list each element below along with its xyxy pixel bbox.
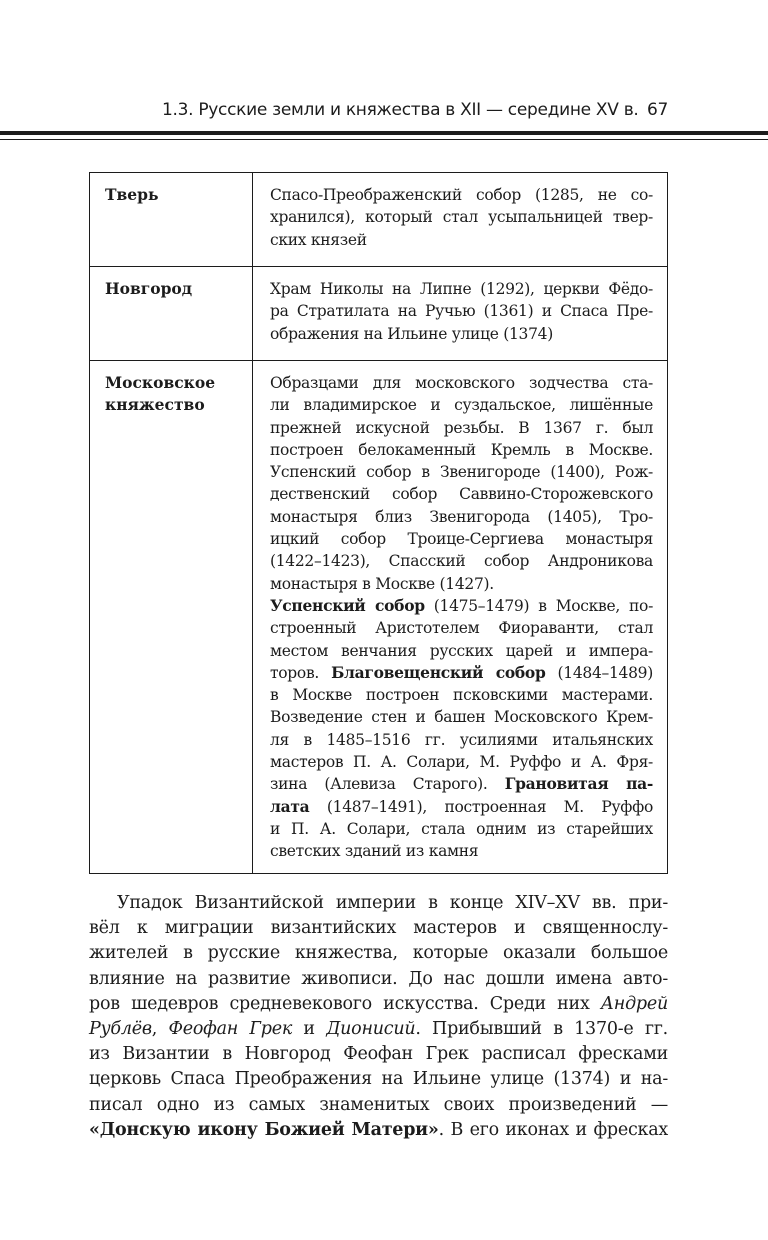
running-header bbox=[86, 96, 668, 126]
table-row bbox=[90, 361, 668, 874]
body-paragraph: Упадок Византийской империи в конце XIV–XV вв. при- вёл к миграции византийских мастеров и священнослу- жителей в русские княжества, которые оказали большое влияние на развитие живописи. До нас дошли имена авто- ров шедевров средневекового искусства. Среди них Андрей Рублёв, Феофан Грек и Дионисий. Прибывший в 1370-е гг. из Византии в Новгород Феофан Грек расписал фресками церковь Спаса Преображения на Ильине улице (1374) и на- писал одно из самых знаменитых своих произведений — «Донскую икону Божией Матери». В его иконах и фресках bbox=[89, 893, 668, 1140]
row-description: Спасо-Преображенский собор (1285, не со- хранился), который стал усыпальницей твер- ских князей bbox=[253, 173, 668, 267]
row-description: Храм Николы на Липне (1292), церкви Фёдо- ра Стратилата на Ручью (1361) и Спаса Пре- ображения на Ильине улице (1374) bbox=[253, 267, 668, 361]
row-label: Московское княжество bbox=[90, 361, 253, 874]
header-rule-thick bbox=[0, 131, 768, 135]
architecture-table bbox=[89, 172, 668, 874]
page-number: 67 bbox=[646, 100, 668, 120]
row-label: Новгород bbox=[90, 267, 253, 361]
header-rule-thin bbox=[0, 139, 768, 140]
running-header-title: 1.3. Русские земли и княжества в XII — середине XV в. bbox=[162, 100, 639, 120]
row-label: Тверь bbox=[90, 173, 253, 267]
table-row bbox=[90, 267, 668, 361]
table-row bbox=[90, 173, 668, 267]
row-description: Образцами для московского зодчества ста- ли владимирское и суздальское, лишённые прежней искусной резьбы. В 1367 г. был построен белокаменный Кремль в Москве. Успенский собор в Звенигороде (1400), Рож- дественский собор Саввино-Сторожевского монастыря близ Звенигорода (1405), Тро- ицкий собор Троице-Сергиева монастыря (1422–1423), Спасский собор Андроникова монастыря в Москве (1427). Успенский собор (1475–1479) в Москве, по- строенный Аристотелем Фиораванти, стал местом венчания русских царей и импера- торов. Благовещенский собор (1484–1489) в Москве построен псковскими мастерами. Возведение стен и башен Московского Крем- ля в 1485–1516 гг. усилиями итальянских мастеров П. А. Солари, М. Руффо и А. Фря- зина (Алевиза Старого). Грановитая па- лата (1487–1491), построенная М. Руффо и П. А. Солари, стала одним из старейших светских зданий из камня bbox=[253, 361, 668, 874]
